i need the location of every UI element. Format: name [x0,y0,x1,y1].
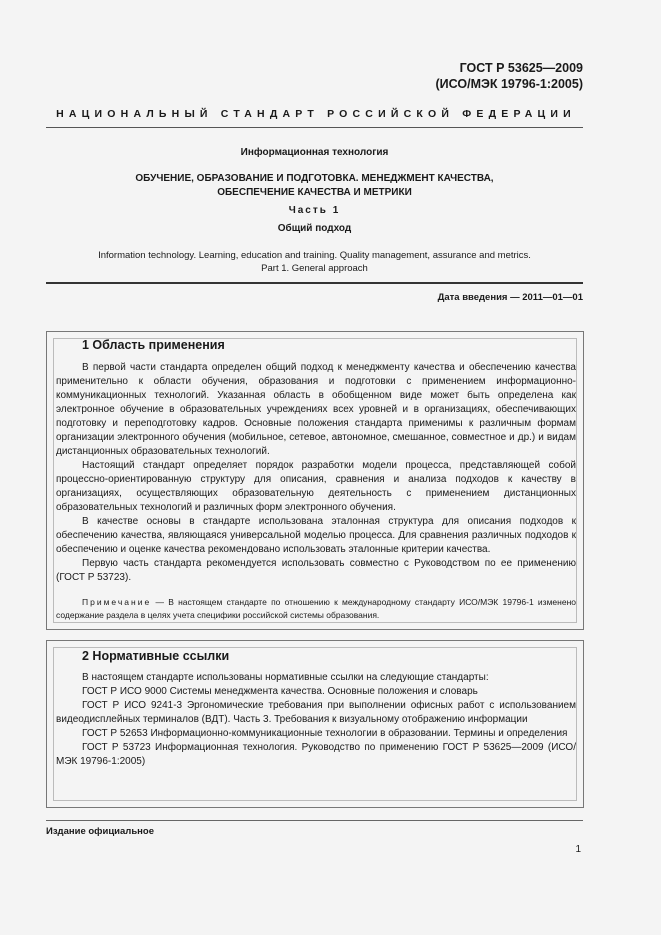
title-main-line1: ОБУЧЕНИЕ, ОБРАЗОВАНИЕ И ПОДГОТОВКА. МЕНЕДЖМЕНТ КАЧЕСТВА, [135,173,494,184]
title-part: Часть 1 [288,205,341,216]
section1-body [56,361,576,585]
footer-divider [46,820,583,821]
section2-reference: ГОСТ Р ИСО 9000 Системы менеджмента качества. Основные положения и словарь [82,686,478,697]
section1-title: 1 Область применения [82,338,225,352]
header-divider [46,127,583,128]
title-english-line1: Information technology. Learning, education and training. Quality management, assurance and metrics. [98,250,531,261]
date-introduced: Дата введения — 2011—01—01 [437,292,583,303]
section2-paragraph: В настоящем стандарте использованы нормативные ссылки на следующие стандарты: [82,672,489,683]
section1-paragraph: Первую часть стандарта рекомендуется использовать совместно с Руководством по ее применению (ГОСТ Р 53723). [56,558,576,583]
page-number: 1 [575,844,581,855]
section2-title: 2 Нормативные ссылки [82,649,230,663]
section1-note [56,596,576,621]
title-divider [46,282,583,284]
section2-reference: ГОСТ Р 53723 Информационная технология. Руководство по применению ГОСТ Р 53625—2009 (ИСО/МЭК 19796-1:2005) [56,742,576,767]
section1-paragraph: В качестве основы в стандарте использована эталонная структура для описания подходов к обеспечению качества, являющаяся универсальной моделью процесса. Для сравнения различных подходов к обеспечению и оценке качества рекомендовано использовать эталонные критерии качества. [56,516,576,555]
section2-reference: ГОСТ Р 52653 Информационно-коммуникационные технологии в образовании. Термины и определения [82,728,568,739]
iso-number: (ИСО/МЭК 19796-1:2005) [435,77,583,91]
section1-paragraph: В первой части стандарта определен общий подход к менеджменту качества и обеспечению качества применительно к области обучения, образования и подготовки с применением информационно-коммуникационных технологий. Указанная область в обобщенном виде может быть определена как электронное обучение в образовательных учреждениях всех уровней и в организациях, обеспечивающих подготовку и переподготовку кадров. Основные положения стандарта применимы к различным формам организации электронного обучения (мобильное, сетевое, автономное, смешанное, совместное и др.) и видам дистанционных образовательных технологий. [56,362,576,457]
title-category: Информационная технология [240,147,389,158]
gost-number: ГОСТ Р 53625—2009 [459,61,583,75]
title-english-line2: Part 1. General approach [261,263,368,274]
title-subtitle: Общий подход [277,223,352,234]
note-text: — В настоящем стандарте по отношению к международному стандарту ИСО/МЭК 19796-1 изменено содержание раздела в целях учета специфики российской системы образования. [56,597,576,620]
official-edition-label: Издание официальное [46,826,154,837]
note-label: Примечание [82,597,152,607]
national-standard-heading: НАЦИОНАЛЬНЫЙ СТАНДАРТ РОССИЙСКОЙ ФЕДЕРАЦИИ [56,108,576,120]
section2-body [56,671,576,769]
section2-reference: ГОСТ Р ИСО 9241-3 Эргономические требования при выполнении офисных работ с использованием видеодисплейных терминалов (ВДТ). Часть 3. Требования к визуальному отображению информации [56,700,576,725]
standard-designation [436,60,583,92]
section1-paragraph: Настоящий стандарт определяет порядок разработки модели процесса, представляющей собой процессно-ориентированную структуру для описания, сравнения и анализа подходов к качеству в организациях, осуществляющих образовательную деятельность с применением дистанционных образовательных технологий и различных форм электронного обучения. [56,460,576,513]
title-main-line2: ОБЕСПЕЧЕНИЕ КАЧЕСТВА И МЕТРИКИ [217,187,412,198]
